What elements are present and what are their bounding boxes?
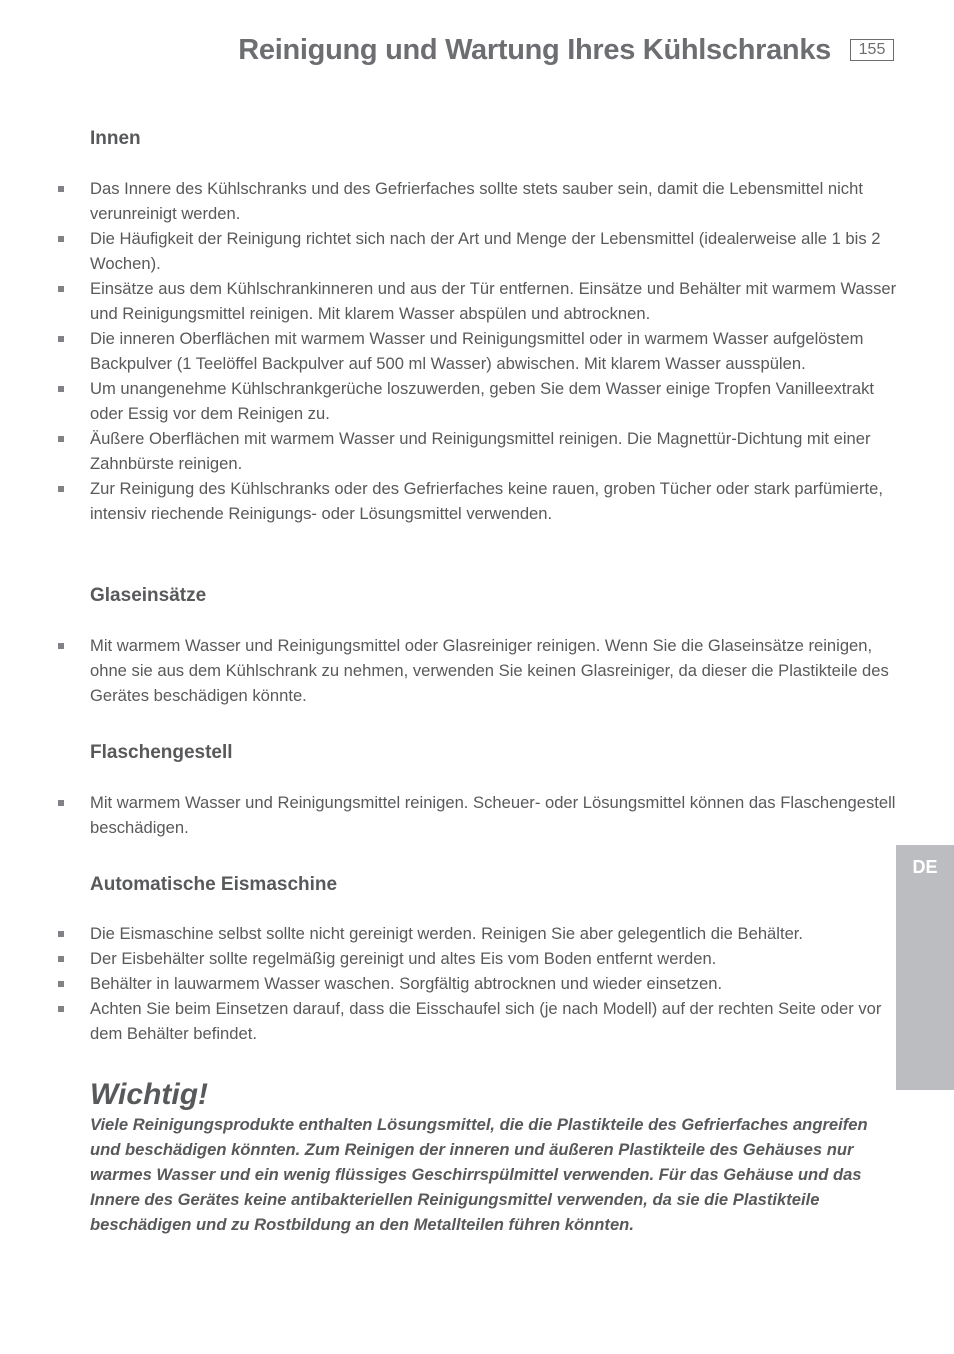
bullet-icon (58, 386, 64, 392)
list-item: Mit warmem Wasser und Reinigungsmittel oder Glasreiniger reinigen. Wenn Sie die Glaseinsätze reinigen, ohne sie aus dem Kühlschrank zu nehmen, verwenden Sie keinen Glasreiniger, da dieser die Plastikteile des Gerätes beschädigen könnte. (0, 633, 900, 708)
bullet-icon (58, 436, 64, 442)
bullet-icon (58, 336, 64, 342)
section-heading-flaschengestell: Flaschengestell (90, 742, 233, 763)
bullet-icon (58, 931, 64, 937)
bullet-icon (58, 286, 64, 292)
list-item: Achten Sie beim Einsetzen darauf, dass die Eisschaufel sich (je nach Modell) auf der rechten Seite oder vor dem Behälter befindet. (0, 996, 900, 1046)
list-item: Der Eisbehälter sollte regelmäßig gereinigt und altes Eis vom Boden entfernt werden. (0, 946, 900, 971)
section-heading-glaseinsaetze: Glaseinsätze (90, 585, 207, 606)
list-item: Zur Reinigung des Kühlschranks oder des Gefrierfaches keine rauen, groben Tücher oder stark parfümierte, intensiv riechende Reinigungs- oder Lösungsmittel verwenden. (0, 476, 900, 526)
bullet-icon (58, 643, 64, 649)
bullet-icon (58, 1006, 64, 1012)
list-item: Die Eismaschine selbst sollte nicht gereinigt werden. Reinigen Sie aber gelegentlich die Behälter. (0, 921, 900, 946)
list-item: Einsätze aus dem Kühlschrankinneren und aus der Tür entfernen. Einsätze und Behälter mit warmem Wasser und Reinigungsmittel reinigen. Mit klarem Wasser abspülen und abtrocknen. (0, 276, 900, 326)
bullet-icon (58, 186, 64, 192)
notice-text: Viele Reinigungsprodukte enthalten Lösungsmittel, die die Plastikteile des Gefrierfaches angreifen und beschädigen könnten. Zum Reinigen der inneren und äußeren Plastikteile des Gehäuses nur warmes Wasser und ein wenig flüssiges Geschirrspülmittel verwenden. Für das Gehäuse und das Innere des Gerätes keine antibakteriellen Reinigungsmittel verwenden, da sie die Plastikteile beschädigen und zu Rostbildung an den Metallteilen führen könnten. (90, 1115, 868, 1234)
list-item: Um unangenehme Kühlschrankgerüche loszuwerden, geben Sie dem Wasser einige Tropfen Vanilleextrakt oder Essig vor dem Reinigen zu. (0, 376, 900, 426)
bullet-icon (58, 956, 64, 962)
list-flaschengestell (0, 790, 900, 840)
notice-title: Wichtig! (90, 1078, 209, 1111)
bullet-icon (58, 236, 64, 242)
language-tab: DE (896, 845, 954, 1090)
section-heading-innen: Innen (90, 128, 141, 149)
bullet-icon (58, 800, 64, 806)
bullet-icon (58, 486, 64, 492)
page-number: 155 (850, 39, 894, 61)
list-eismaschine (0, 921, 900, 1046)
list-innen (0, 176, 900, 526)
list-glaseinsaetze (0, 633, 900, 708)
bullet-icon (58, 981, 64, 987)
list-item: Behälter in lauwarmem Wasser waschen. Sorgfältig abtrocknen und wieder einsetzen. (0, 971, 900, 996)
page-title: Reinigung und Wartung Ihres Kühlschranks (238, 34, 831, 66)
list-item: Die Häufigkeit der Reinigung richtet sich nach der Art und Menge der Lebensmittel (idealerweise alle 1 bis 2 Wochen). (0, 226, 900, 276)
list-item: Die inneren Oberflächen mit warmem Wasser und Reinigungsmittel oder in warmem Wasser aufgelöstem Backpulver (1 Teelöffel Backpulver auf 500 ml Wasser) abwischen. Mit klarem Wasser ausspülen. (0, 326, 900, 376)
list-item: Äußere Oberflächen mit warmem Wasser und Reinigungsmittel reinigen. Die Magnettür-Dichtung mit einer Zahnbürste reinigen. (0, 426, 900, 476)
list-item: Mit warmem Wasser und Reinigungsmittel reinigen. Scheuer- oder Lösungsmittel können das Flaschengestell beschädigen. (0, 790, 900, 840)
list-item: Das Innere des Kühlschranks und des Gefrierfaches sollte stets sauber sein, damit die Lebensmittel nicht verunreinigt werden. (0, 176, 900, 226)
section-heading-eismaschine: Automatische Eismaschine (90, 874, 338, 895)
